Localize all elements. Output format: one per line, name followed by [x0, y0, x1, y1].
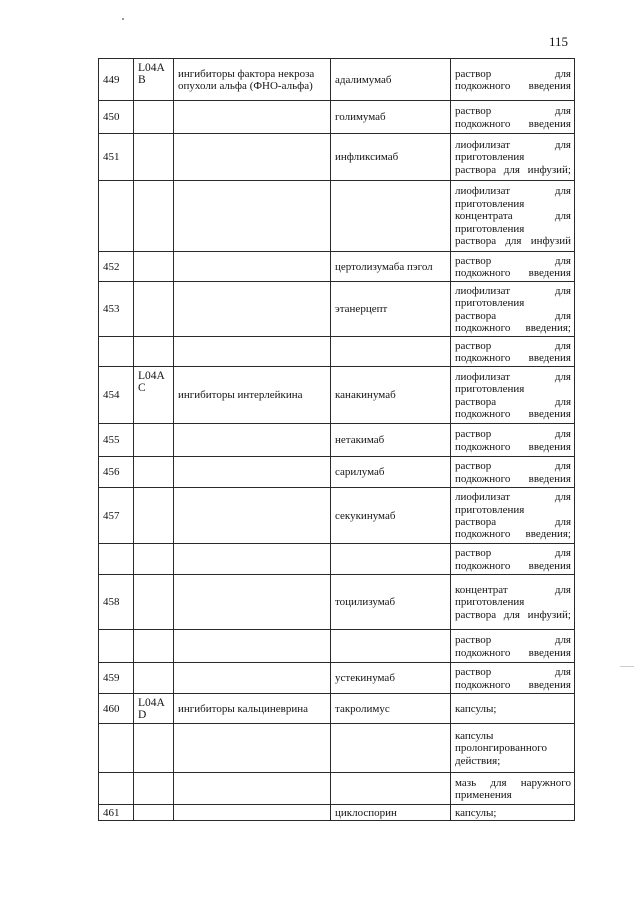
row-number: 449 [99, 59, 134, 101]
drug-name: секукинумаб [331, 488, 451, 544]
atc-code [134, 544, 174, 575]
dosage-form [451, 337, 575, 367]
atc-code-part: D [138, 709, 147, 722]
atc-code [134, 773, 174, 805]
dosage-form [451, 59, 575, 101]
row-number [99, 773, 134, 805]
row-number: 450 [99, 101, 134, 134]
dosage-form-line: раствора для инфузий; [455, 163, 571, 176]
drug-name [331, 337, 451, 367]
dosage-form-line: раствор для [455, 634, 571, 647]
atc-code [134, 134, 174, 181]
dosage-form [451, 773, 575, 805]
atc-code [134, 694, 174, 724]
dosage-form-line: раствор для [455, 547, 571, 560]
dosage-form-line: подкожного введения [455, 267, 571, 279]
atc-code-part: L04A [138, 370, 165, 382]
pharmacological-group [174, 724, 331, 773]
pharmacological-group [174, 630, 331, 663]
row-number: 459 [99, 663, 134, 694]
dosage-form-line: раствор для [455, 339, 571, 352]
dosage-form-line: подкожного введения; [455, 528, 571, 541]
table-row [99, 457, 575, 488]
atc-code [134, 805, 174, 821]
dosage-form-line: концентрат для [455, 583, 571, 596]
atc-code [134, 252, 174, 282]
dosage-form-line: приготовления [455, 383, 525, 396]
atc-code [134, 424, 174, 457]
dosage-form-line: мазь для наружного [455, 776, 571, 789]
dosage-form [451, 663, 575, 694]
pharmacological-group [174, 575, 331, 630]
page-number: 115 [549, 34, 569, 49]
drug-name: адалимумаб [331, 59, 451, 101]
atc-code [134, 663, 174, 694]
pharmacological-group [174, 544, 331, 575]
dosage-form-line: раствора для инфузий; [455, 608, 571, 621]
drug-name: циклоспорин [331, 805, 451, 821]
atc-code [134, 575, 174, 630]
pharmacological-group [174, 134, 331, 181]
table-row [99, 575, 575, 630]
scan-speck [122, 18, 124, 20]
dosage-form [451, 457, 575, 488]
dosage-form-line: раствора для инфузий [455, 235, 571, 248]
dosage-form-line: капсулы [455, 729, 494, 742]
drug-name: нетакимаб [331, 424, 451, 457]
table-row [99, 544, 575, 575]
dosage-form-line: раствор для [455, 460, 571, 473]
row-number [99, 724, 134, 773]
table-row [99, 724, 575, 773]
table-row [99, 424, 575, 457]
drug-name: цертолизумаба пэгол [331, 252, 451, 282]
atc-code [134, 488, 174, 544]
pharmacological-group [174, 337, 331, 367]
dosage-form-line: применения [455, 789, 512, 801]
row-number: 452 [99, 252, 134, 282]
drug-name: устекинумаб [331, 663, 451, 694]
row-number: 456 [99, 457, 134, 488]
row-number: 454 [99, 367, 134, 424]
drug-name: канакинумаб [331, 367, 451, 424]
atc-code [134, 101, 174, 134]
dosage-form-line: лиофилизат для [455, 185, 571, 198]
dosage-form-line: пролонгированного [455, 742, 547, 755]
table-row [99, 663, 575, 694]
row-number: 457 [99, 488, 134, 544]
drug-table [98, 58, 575, 821]
atc-code [134, 181, 174, 252]
pharmacological-group [174, 282, 331, 337]
row-number: 455 [99, 424, 134, 457]
dosage-form-line: подкожного введения [455, 440, 571, 453]
atc-code-part: B [138, 74, 146, 87]
table-row [99, 367, 575, 424]
table-row [99, 805, 575, 821]
drug-name [331, 630, 451, 663]
pharmacological-group: ингибиторы интерлейкина [174, 367, 331, 424]
scan-speck [620, 666, 634, 667]
dosage-form-line: раствора для [455, 309, 571, 322]
table-row [99, 252, 575, 282]
atc-code [134, 724, 174, 773]
dosage-form [451, 575, 575, 630]
dosage-form-line: лиофилизат для [455, 491, 571, 504]
atc-code-part: L04A [138, 697, 165, 709]
dosage-form-line: приготовления [455, 222, 525, 235]
dosage-form-line: раствор для [455, 666, 571, 679]
dosage-form-line: приготовления [455, 297, 525, 310]
drug-name: инфликсимаб [331, 134, 451, 181]
dosage-form-line: приготовления [455, 503, 525, 516]
pharmacological-group [174, 805, 331, 821]
row-number: 461 [99, 805, 134, 821]
drug-name: сарилумаб [331, 457, 451, 488]
row-number: 453 [99, 282, 134, 337]
atc-code [134, 337, 174, 367]
dosage-form-line: подкожного введения [455, 117, 571, 130]
pharmacological-group [174, 101, 331, 134]
table-row [99, 694, 575, 724]
table-row [99, 134, 575, 181]
pharmacological-group: ингибиторы кальциневрина [174, 694, 331, 724]
dosage-form-line: подкожного введения [455, 352, 571, 364]
dosage-form [451, 488, 575, 544]
drug-name [331, 724, 451, 773]
table-row [99, 59, 575, 101]
dosage-form [451, 134, 575, 181]
dosage-form-line: капсулы; [455, 702, 497, 715]
dosage-form [451, 724, 575, 773]
dosage-form [451, 252, 575, 282]
dosage-form-line: подкожного введения [455, 559, 571, 572]
dosage-form [451, 694, 575, 724]
dosage-form-line: приготовления [455, 197, 525, 210]
dosage-form-line: раствор для [455, 254, 571, 267]
table-row [99, 181, 575, 252]
table-row [99, 773, 575, 805]
dosage-form-line: подкожного введения [455, 646, 571, 659]
dosage-form-line: подкожного введения [455, 407, 571, 420]
atc-code [134, 367, 174, 424]
drug-name [331, 773, 451, 805]
drug-name [331, 181, 451, 252]
dosage-form-line: подкожного введения; [455, 321, 571, 334]
table-row [99, 101, 575, 134]
row-number [99, 630, 134, 663]
dosage-form-line: подкожного введения [455, 472, 571, 485]
pharmacological-group [174, 252, 331, 282]
table-row [99, 337, 575, 367]
table-row [99, 630, 575, 663]
dosage-form-line: лиофилизат для [455, 370, 571, 383]
row-number [99, 544, 134, 575]
atc-code [134, 282, 174, 337]
dosage-form [451, 805, 575, 821]
row-number: 460 [99, 694, 134, 724]
dosage-form-line: раствор для [455, 105, 571, 118]
dosage-form-line: раствора для [455, 395, 571, 408]
pharmacological-group [174, 181, 331, 252]
dosage-form-line: концентрата для [455, 210, 571, 223]
dosage-form-line: раствор для [455, 428, 571, 441]
dosage-form [451, 101, 575, 134]
dosage-form-line: подкожного введения [455, 678, 571, 691]
atc-code-part: L04A [138, 62, 165, 74]
dosage-form-line: приготовления [455, 151, 525, 164]
drug-name: этанерцепт [331, 282, 451, 337]
dosage-form [451, 282, 575, 337]
atc-code [134, 630, 174, 663]
pharmacological-group [174, 773, 331, 805]
dosage-form [451, 367, 575, 424]
dosage-form [451, 630, 575, 663]
dosage-form-line: действия; [455, 754, 501, 767]
dosage-form-line: раствора для [455, 516, 571, 528]
pharmacological-group [174, 424, 331, 457]
dosage-form [451, 424, 575, 457]
dosage-form-line: подкожного введения [455, 80, 571, 92]
row-number [99, 181, 134, 252]
pharmacological-group [174, 488, 331, 544]
table-row [99, 488, 575, 544]
dosage-form-line: приготовления [455, 596, 525, 609]
dosage-form-line: лиофилизат для [455, 138, 571, 151]
drug-name: такролимус [331, 694, 451, 724]
drug-name: тоцилизумаб [331, 575, 451, 630]
drug-table-body [99, 59, 575, 821]
atc-code [134, 59, 174, 101]
dosage-form-line: лиофилизат для [455, 284, 571, 297]
pharmacological-group [174, 663, 331, 694]
drug-name: голимумаб [331, 101, 451, 134]
dosage-form-line: капсулы; [455, 806, 497, 819]
dosage-form [451, 544, 575, 575]
row-number [99, 337, 134, 367]
dosage-form-line: раствор для [455, 67, 571, 80]
atc-code [134, 457, 174, 488]
drug-name [331, 544, 451, 575]
atc-code-part: C [138, 382, 146, 395]
row-number: 451 [99, 134, 134, 181]
pharmacological-group [174, 457, 331, 488]
table-row [99, 282, 575, 337]
pharmacological-group: ингибиторы фактора некроза опухоли альфа (ФНО-альфа) [174, 59, 331, 101]
row-number: 458 [99, 575, 134, 630]
dosage-form [451, 181, 575, 252]
